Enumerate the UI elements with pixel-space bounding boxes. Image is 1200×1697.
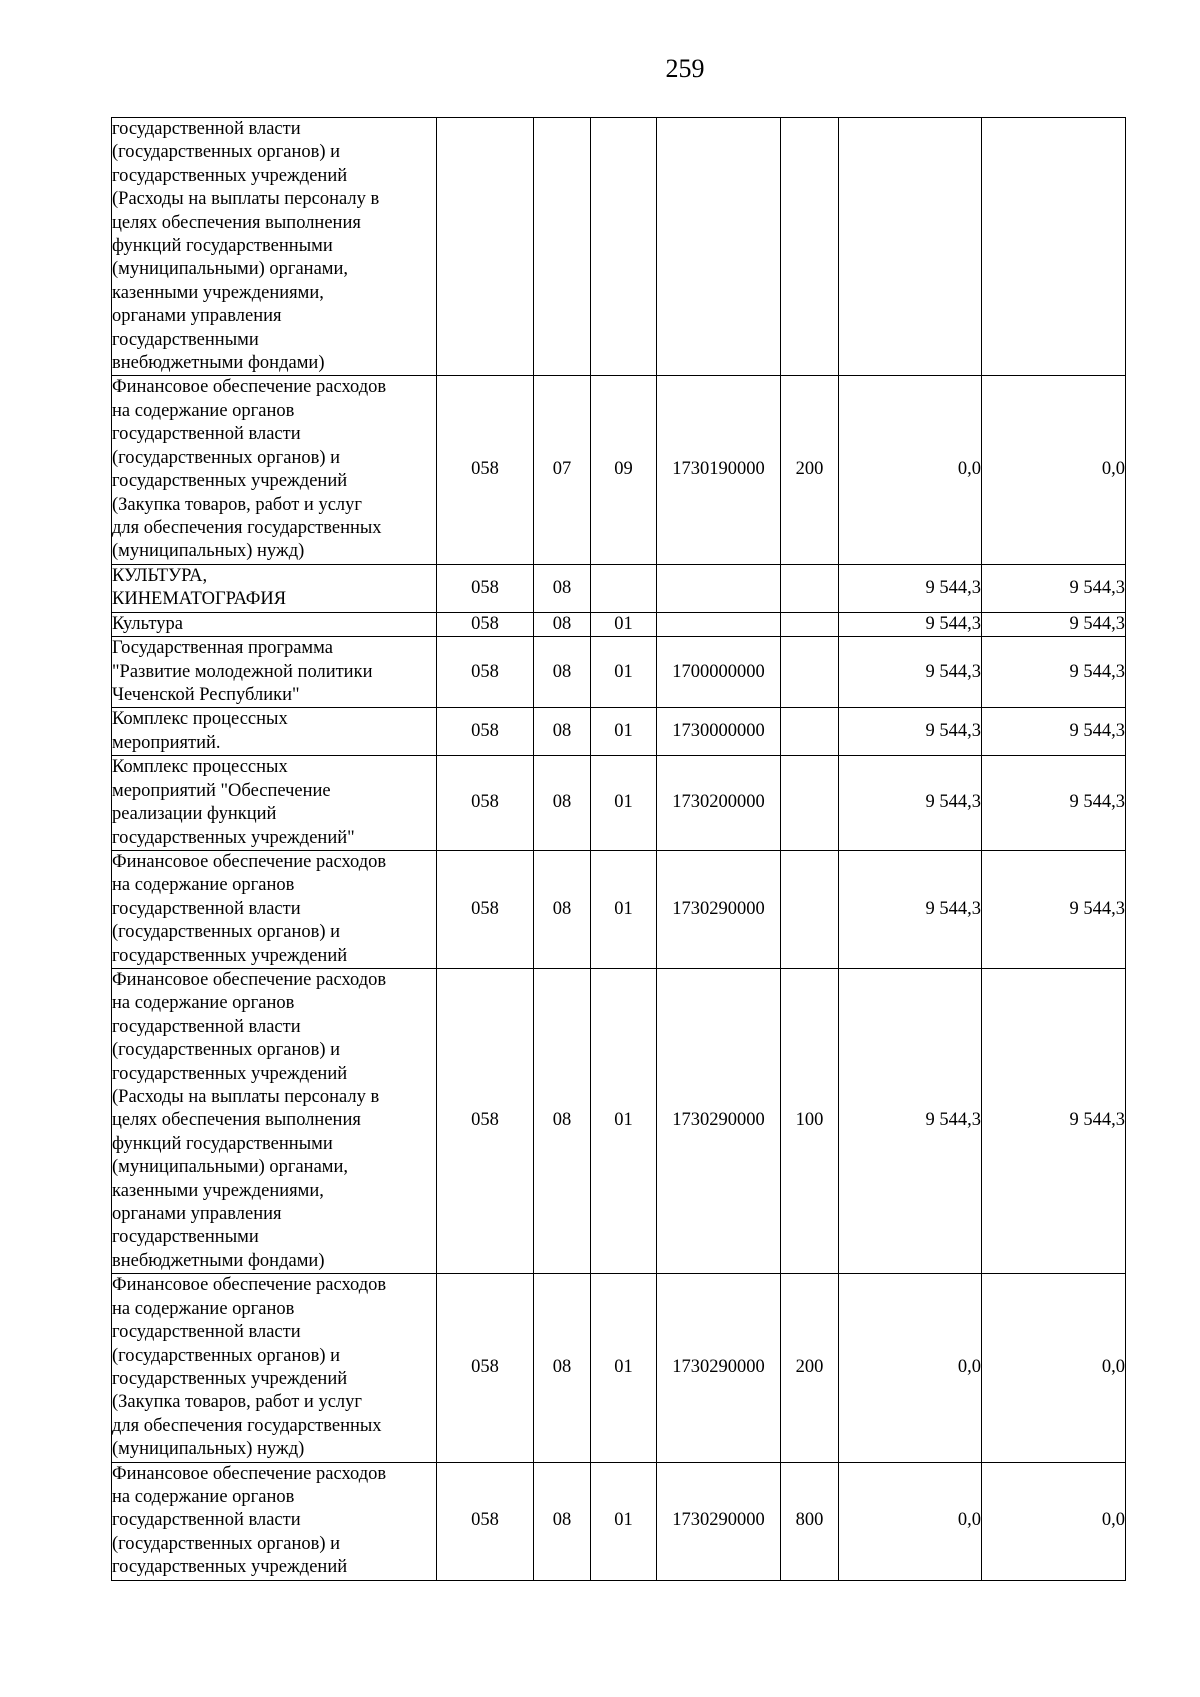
subsection-cell: 01 bbox=[591, 969, 657, 1274]
subsection-cell: 01 bbox=[591, 612, 657, 636]
row-name: Комплекс процессных мероприятий. bbox=[112, 709, 288, 753]
target-article-cell: 1700000000 bbox=[657, 637, 781, 708]
section-cell: 08 bbox=[534, 850, 591, 968]
section-cell: 07 bbox=[534, 376, 591, 564]
amount-2-cell: 9 544,3 bbox=[982, 708, 1126, 756]
subsection-cell: 01 bbox=[591, 708, 657, 756]
amount-2-cell: 0,0 bbox=[982, 1274, 1126, 1462]
amount-2-cell: 9 544,3 bbox=[982, 969, 1126, 1274]
section-cell: 08 bbox=[534, 969, 591, 1274]
table-row bbox=[112, 118, 1126, 376]
row-name: государственной власти (государственных органов) и государственных учреждений (Расходы на выплаты персоналу в целях обеспечения выполнения функций государственными (муниципальными) органами, казенными учреждениями, органами управления государственными внебюджетными фондами) bbox=[112, 119, 380, 374]
subsection-cell bbox=[591, 118, 657, 376]
grbs-cell: 058 bbox=[437, 564, 534, 612]
expense-type-cell bbox=[781, 850, 839, 968]
expense-type-cell: 200 bbox=[781, 1274, 839, 1462]
amount-2-cell: 9 544,3 bbox=[982, 850, 1126, 968]
table-row bbox=[112, 637, 1126, 708]
target-article-cell: 1730200000 bbox=[657, 756, 781, 851]
amount-1-cell: 9 544,3 bbox=[839, 564, 982, 612]
amount-1-cell: 0,0 bbox=[839, 1462, 982, 1580]
table-row bbox=[112, 708, 1126, 756]
page-number: 259 bbox=[665, 54, 705, 83]
row-name: Финансовое обеспечение расходов на содержание органов государственной власти (государственных органов) и государственных учреждений (Закупка товаров, работ и услуг для обеспечения государственных (муниципальных) нужд) bbox=[112, 377, 387, 562]
expense-type-cell bbox=[781, 612, 839, 636]
section-cell: 08 bbox=[534, 564, 591, 612]
section-cell: 08 bbox=[534, 637, 591, 708]
budget-table bbox=[111, 117, 1126, 1581]
section-cell: 08 bbox=[534, 1274, 591, 1462]
amount-1-cell: 9 544,3 bbox=[839, 708, 982, 756]
row-name-cell bbox=[112, 756, 437, 851]
expense-type-cell: 100 bbox=[781, 969, 839, 1274]
row-name-cell bbox=[112, 850, 437, 968]
table-row bbox=[112, 1462, 1126, 1580]
subsection-cell: 01 bbox=[591, 756, 657, 851]
grbs-cell bbox=[437, 118, 534, 376]
row-name-cell bbox=[112, 564, 437, 612]
expense-type-cell bbox=[781, 564, 839, 612]
row-name: Комплекс процессных мероприятий "Обеспечение реализации функций государственных учреждений" bbox=[112, 757, 355, 848]
table-row bbox=[112, 376, 1126, 564]
table-row bbox=[112, 756, 1126, 851]
row-name: Государственная программа "Развитие молодежной политики Чеченской Республики" bbox=[112, 638, 373, 705]
grbs-cell: 058 bbox=[437, 850, 534, 968]
target-article-cell: 1730290000 bbox=[657, 850, 781, 968]
amount-2-cell: 0,0 bbox=[982, 376, 1126, 564]
row-name-cell bbox=[112, 1274, 437, 1462]
row-name: Финансовое обеспечение расходов на содержание органов государственной власти (государственных органов) и государственных учреждений (Закупка товаров, работ и услуг для обеспечения государственных (муниципальных) нужд) bbox=[112, 1275, 387, 1460]
subsection-cell: 01 bbox=[591, 637, 657, 708]
target-article-cell bbox=[657, 612, 781, 636]
row-name-cell bbox=[112, 708, 437, 756]
row-name: Культура bbox=[112, 613, 183, 634]
grbs-cell: 058 bbox=[437, 376, 534, 564]
row-name-cell bbox=[112, 612, 437, 636]
subsection-cell: 01 bbox=[591, 1462, 657, 1580]
section-cell: 08 bbox=[534, 612, 591, 636]
grbs-cell: 058 bbox=[437, 612, 534, 636]
subsection-cell: 09 bbox=[591, 376, 657, 564]
expense-type-cell: 800 bbox=[781, 1462, 839, 1580]
expense-type-cell: 200 bbox=[781, 376, 839, 564]
amount-2-cell: 9 544,3 bbox=[982, 756, 1126, 851]
expense-type-cell bbox=[781, 637, 839, 708]
row-name: Финансовое обеспечение расходов на содержание органов государственной власти (государственных органов) и государственных учреждений (Расходы на выплаты персоналу в целях обеспечения выполнения функций государственными (муниципальными) органами, казенными учреждениями, органами управления государственными внебюджетными фондами) bbox=[112, 970, 387, 1271]
grbs-cell: 058 bbox=[437, 1462, 534, 1580]
amount-1-cell: 9 544,3 bbox=[839, 637, 982, 708]
amount-2-cell bbox=[982, 118, 1126, 376]
row-name-cell bbox=[112, 969, 437, 1274]
expense-type-cell bbox=[781, 756, 839, 851]
section-cell: 08 bbox=[534, 756, 591, 851]
row-name-cell bbox=[112, 637, 437, 708]
target-article-cell: 1730190000 bbox=[657, 376, 781, 564]
target-article-cell bbox=[657, 118, 781, 376]
row-name-cell bbox=[112, 376, 437, 564]
amount-2-cell: 9 544,3 bbox=[982, 564, 1126, 612]
subsection-cell: 01 bbox=[591, 1274, 657, 1462]
amount-2-cell: 0,0 bbox=[982, 1462, 1126, 1580]
row-name: Финансовое обеспечение расходов на содержание органов государственной власти (государственных органов) и государственных учреждений bbox=[112, 1463, 387, 1578]
target-article-cell: 1730290000 bbox=[657, 1462, 781, 1580]
section-cell bbox=[534, 118, 591, 376]
amount-1-cell bbox=[839, 118, 982, 376]
table-row bbox=[112, 850, 1126, 968]
expense-type-cell bbox=[781, 708, 839, 756]
amount-1-cell: 9 544,3 bbox=[839, 612, 982, 636]
subsection-cell bbox=[591, 564, 657, 612]
section-cell: 08 bbox=[534, 1462, 591, 1580]
grbs-cell: 058 bbox=[437, 637, 534, 708]
subsection-cell: 01 bbox=[591, 850, 657, 968]
amount-1-cell: 0,0 bbox=[839, 1274, 982, 1462]
grbs-cell: 058 bbox=[437, 1274, 534, 1462]
row-name-cell bbox=[112, 118, 437, 376]
amount-1-cell: 0,0 bbox=[839, 376, 982, 564]
table-row bbox=[112, 564, 1126, 612]
grbs-cell: 058 bbox=[437, 969, 534, 1274]
target-article-cell: 1730290000 bbox=[657, 1274, 781, 1462]
amount-1-cell: 9 544,3 bbox=[839, 850, 982, 968]
row-name: КУЛЬТУРА, КИНЕМАТОГРАФИЯ bbox=[112, 565, 287, 610]
amount-2-cell: 9 544,3 bbox=[982, 612, 1126, 636]
target-article-cell bbox=[657, 564, 781, 612]
row-name-cell bbox=[112, 1462, 437, 1580]
table-row bbox=[112, 612, 1126, 636]
grbs-cell: 058 bbox=[437, 708, 534, 756]
amount-2-cell: 9 544,3 bbox=[982, 637, 1126, 708]
amount-1-cell: 9 544,3 bbox=[839, 969, 982, 1274]
amount-1-cell: 9 544,3 bbox=[839, 756, 982, 851]
row-name: Финансовое обеспечение расходов на содержание органов государственной власти (государственных органов) и государственных учреждений bbox=[112, 851, 387, 966]
table-row bbox=[112, 969, 1126, 1274]
table-row bbox=[112, 1274, 1126, 1462]
section-cell: 08 bbox=[534, 708, 591, 756]
target-article-cell: 1730000000 bbox=[657, 708, 781, 756]
grbs-cell: 058 bbox=[437, 756, 534, 851]
expense-type-cell bbox=[781, 118, 839, 376]
target-article-cell: 1730290000 bbox=[657, 969, 781, 1274]
